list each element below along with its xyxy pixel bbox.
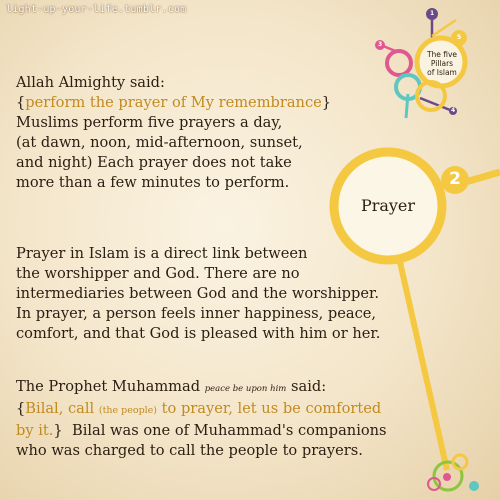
text-line: In prayer, a person feels inner happiness, peace,	[16, 305, 377, 322]
pillar-number-4: 4	[451, 107, 456, 114]
hadith-text-c: by it.	[16, 422, 54, 439]
quran-quote	[16, 93, 406, 113]
quote-close-brace: }	[321, 94, 332, 111]
prophet-name: The Prophet Muhammad	[16, 378, 201, 395]
text-line: more than a few minutes to perform.	[16, 174, 290, 191]
prayer-number-badge: 2	[449, 169, 461, 189]
pillar-number-3: 3	[378, 41, 383, 48]
hadith-text-a: Bilal, call	[25, 400, 95, 417]
watermark: light-up-your-life.tumblr.com	[6, 4, 187, 15]
text-line: Prayer in Islam is a direct link between	[16, 245, 308, 262]
section-prayer-link	[16, 244, 486, 344]
text-line: the worshipper and God. There are no	[16, 265, 300, 282]
text-line: Muslims perform five prayers a day,	[16, 114, 283, 131]
quote-close-brace: }	[53, 422, 63, 439]
section-prophet-said	[16, 377, 486, 461]
quote-text: perform the prayer of My remembrance	[25, 94, 322, 111]
pillars-title-line3: of Islam	[427, 68, 457, 77]
intro-line: Allah Almighty said:	[16, 74, 165, 91]
pillars-title	[412, 50, 472, 77]
hadith-small-text: (the people)	[98, 405, 158, 416]
text-line: comfort, and that God is pleased with him or her.	[16, 325, 381, 342]
hadith-line1	[16, 399, 486, 421]
text-line: Bilal was one of Muhammad's companions	[71, 422, 387, 439]
pbuh-text: peace be upon him	[204, 384, 287, 394]
text-line: and night) Each prayer does not take	[16, 154, 292, 171]
pillars-title-line1: The five	[426, 50, 458, 59]
section-allah-said	[16, 73, 406, 193]
quote-open-brace: {	[16, 94, 26, 111]
pillars-title-line2: Pillars	[430, 59, 454, 68]
prophet-line	[16, 377, 486, 399]
text-line: (at dawn, noon, mid-afternoon, sunset,	[16, 134, 303, 151]
prayer-label: Prayer	[360, 196, 416, 215]
text-line: intermediaries between God and the worshipper.	[16, 285, 379, 302]
hadith-text-b: to prayer, let us be comforted	[161, 400, 382, 417]
pillar-number-1: 1	[430, 10, 435, 17]
text-line: who was charged to call the people to prayers.	[16, 442, 363, 459]
quote-open-brace: {	[16, 400, 26, 417]
pillar-number-5: 5	[457, 34, 462, 41]
said-text: said:	[291, 378, 327, 395]
hadith-line2	[16, 421, 486, 441]
